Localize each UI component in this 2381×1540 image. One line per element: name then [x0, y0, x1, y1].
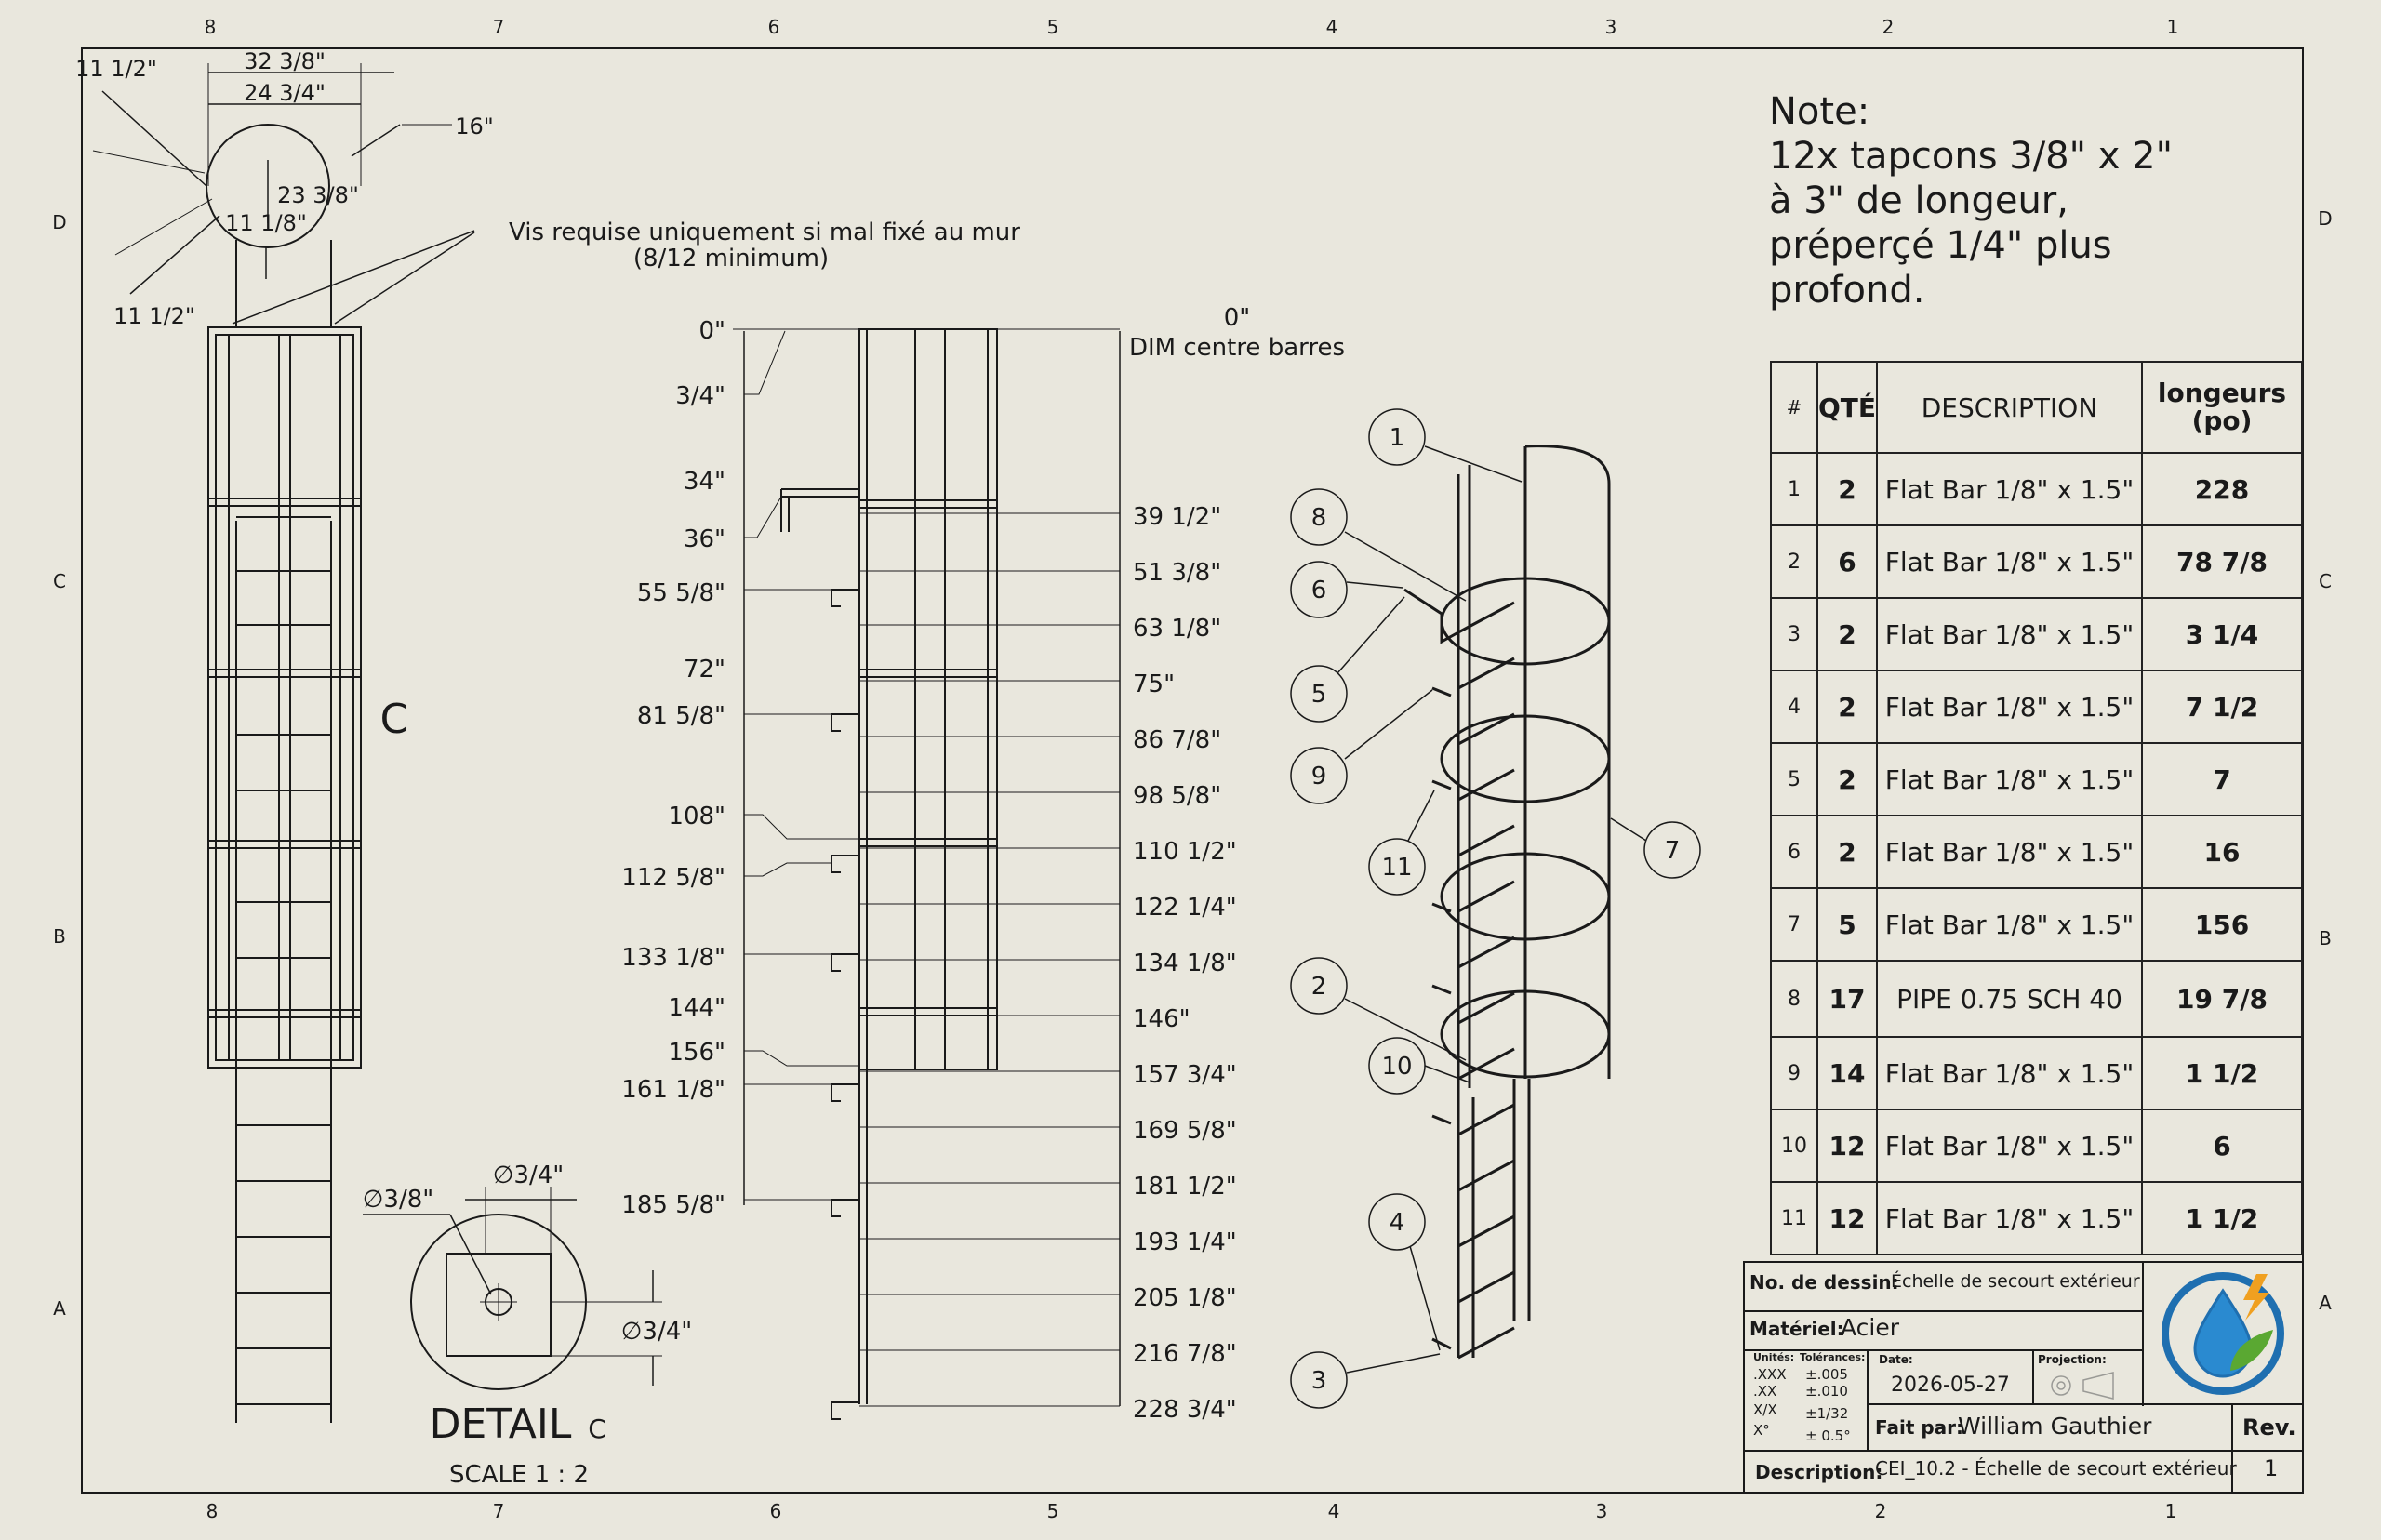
screw-note-line1: Vis requise uniquement si mal fixé au mur [509, 219, 1020, 246]
front-view [75, 48, 1020, 1423]
bom-cell-desc: Flat Bar 1/8" x 1.5" [1877, 1182, 2142, 1255]
dim-11-1-8: 11 1/8" [225, 210, 307, 236]
made-by-value: William Gauthier [1958, 1413, 2152, 1440]
svg-text:C: C [2319, 570, 2332, 592]
svg-text:75": 75" [1133, 670, 1176, 698]
tolerances-label: Tolérances: [1800, 1351, 1866, 1363]
bom-cell-qty: 5 [1817, 888, 1877, 961]
bom-cell-num: 9 [1771, 1037, 1817, 1109]
date-value: 2026-05-27 [1891, 1374, 2010, 1397]
note-line-2: 12x tapcons 3/8" x 2" [1769, 135, 2173, 178]
svg-text:6: 6 [767, 16, 780, 38]
bom-row [1771, 453, 2302, 525]
svg-text:3: 3 [1604, 16, 1617, 38]
bom-cell-desc: Flat Bar 1/8" x 1.5" [1877, 743, 2142, 816]
made-by-label: Fait par: [1875, 1416, 1964, 1439]
bom-cell-qty: 6 [1817, 525, 1877, 598]
bom-cell-qty: 2 [1817, 598, 1877, 670]
bom-cell-qty: 17 [1817, 961, 1877, 1037]
bom-cell-num: 2 [1771, 525, 1817, 598]
svg-text:228 3/4": 228 3/4" [1133, 1396, 1237, 1424]
note-line-4: préperçé 1/4" plus [1769, 224, 2112, 267]
bom-cell-len: 19 7/8 [2142, 961, 2302, 1037]
svg-text:10: 10 [1381, 1053, 1413, 1081]
svg-text:A: A [2319, 1292, 2332, 1314]
bom-cell-qty: 2 [1817, 743, 1877, 816]
svg-text:B: B [53, 925, 66, 948]
svg-text:D: D [2318, 207, 2333, 230]
title-block [1744, 1262, 2303, 1493]
dim-23-3-8: 23 3/8" [277, 182, 359, 208]
dim-dia-3-4-right: ∅3/4" [620, 1318, 693, 1346]
dim-11-1-2-top: 11 1/2" [75, 56, 157, 82]
bom-cell-desc: Flat Bar 1/8" x 1.5" [1877, 888, 2142, 961]
svg-text:3: 3 [1595, 1500, 1608, 1522]
bom-cell-num: 6 [1771, 816, 1817, 888]
note-line-1: Note: [1769, 90, 1870, 133]
unit-1: .XX [1753, 1383, 1777, 1400]
svg-text:108": 108" [668, 803, 725, 830]
svg-text:193 1/4": 193 1/4" [1133, 1228, 1237, 1256]
svg-text:72": 72" [683, 656, 725, 684]
svg-text:112 5/8": 112 5/8" [621, 864, 725, 892]
bom-cell-desc: Flat Bar 1/8" x 1.5" [1877, 816, 2142, 888]
bom-header-desc: DESCRIPTION [1877, 362, 2142, 453]
svg-text:11: 11 [1381, 854, 1413, 882]
units-label: Unités: [1753, 1351, 1795, 1363]
dim-16: 16" [455, 113, 494, 139]
svg-text:2: 2 [1882, 16, 1895, 38]
svg-text:98 5/8": 98 5/8" [1133, 782, 1222, 810]
svg-text:4: 4 [1389, 1209, 1405, 1237]
bom-body [1771, 453, 2302, 1255]
svg-text:63 1/8": 63 1/8" [1133, 615, 1222, 643]
bom-cell-qty: 2 [1817, 453, 1877, 525]
dim-dia-3-8: ∅3/8" [362, 1186, 434, 1214]
bom-header-num: # [1771, 362, 1817, 453]
bom-header-length-2: (po) [2191, 405, 2253, 436]
bom-header-row [1771, 362, 2302, 453]
bom-cell-desc: PIPE 0.75 SCH 40 [1877, 961, 2142, 1037]
side-view-standoffs [831, 590, 859, 1419]
svg-text:A: A [53, 1297, 66, 1320]
bom-cell-qty: 2 [1817, 670, 1877, 743]
bom-row [1771, 961, 2302, 1037]
bom-cell-num: 11 [1771, 1182, 1817, 1255]
svg-text:6: 6 [1310, 577, 1327, 604]
svg-text:0": 0" [698, 317, 725, 345]
bom-cell-qty: 2 [1817, 816, 1877, 888]
drawing-no-label: No. de dessin: [1749, 1271, 1899, 1294]
svg-text:2: 2 [1874, 1500, 1887, 1522]
svg-text:9: 9 [1310, 763, 1327, 790]
svg-text:2: 2 [1310, 973, 1327, 1001]
tol-3: ± 0.5° [1805, 1427, 1851, 1444]
bom-cell-num: 10 [1771, 1109, 1817, 1182]
material-value: Acier [1841, 1314, 1900, 1341]
rev-label: Rev. [2242, 1414, 2296, 1440]
svg-text:3/4": 3/4" [675, 382, 725, 410]
balloons [1291, 409, 1700, 1408]
svg-text:181 1/2": 181 1/2" [1133, 1173, 1237, 1201]
side-view [621, 304, 1345, 1424]
dim-dia-3-4-top: ∅3/4" [492, 1162, 565, 1189]
bom-cell-desc: Flat Bar 1/8" x 1.5" [1877, 1109, 2142, 1182]
svg-text:4: 4 [1325, 16, 1338, 38]
unit-2: X/X [1753, 1401, 1777, 1418]
tol-2: ±1/32 [1805, 1405, 1849, 1422]
svg-text:7: 7 [492, 1500, 505, 1522]
svg-text:51 3/8": 51 3/8" [1133, 559, 1222, 587]
svg-text:133 1/8": 133 1/8" [621, 944, 725, 972]
bom-cell-len: 3 1/4 [2142, 598, 2302, 670]
svg-text:C: C [53, 570, 66, 592]
date-label: Date: [1879, 1353, 1913, 1366]
side-view-left-dims [621, 317, 725, 1219]
svg-text:1: 1 [2166, 16, 2179, 38]
svg-text:7: 7 [492, 16, 505, 38]
bom-header-length [2142, 362, 2302, 453]
svg-text:39 1/2": 39 1/2" [1133, 503, 1222, 531]
bom-cell-num: 5 [1771, 743, 1817, 816]
tol-0: ±.005 [1805, 1366, 1848, 1383]
bom-cell-num: 7 [1771, 888, 1817, 961]
bom-row [1771, 1037, 2302, 1109]
svg-text:B: B [2319, 927, 2332, 949]
bom-cell-desc: Flat Bar 1/8" x 1.5" [1877, 1037, 2142, 1109]
svg-text:185 5/8": 185 5/8" [621, 1191, 725, 1219]
note-line-3: à 3" de longeur, [1769, 179, 2068, 222]
svg-text:86 7/8": 86 7/8" [1133, 726, 1222, 754]
drawing-no: Échelle de secourt extérieur [1891, 1271, 2140, 1292]
svg-text:5: 5 [1046, 16, 1059, 38]
dim-11-1-2-bottom: 11 1/2" [113, 303, 195, 329]
bom-row [1771, 670, 2302, 743]
note-line-5: profond. [1769, 269, 1925, 312]
balloon-numbers [1311, 424, 1681, 1395]
screw-note-line2: (8/12 minimum) [632, 245, 830, 272]
bom-cell-qty: 12 [1817, 1109, 1877, 1182]
bom-row [1771, 816, 2302, 888]
svg-text:34": 34" [683, 468, 725, 496]
detail-title-suffix: C [588, 1414, 606, 1444]
dim-centre-note: DIM centre barres [1128, 334, 1346, 362]
bom-cell-len: 6 [2142, 1109, 2302, 1182]
bom-row [1771, 743, 2302, 816]
bom-cell-num: 8 [1771, 961, 1817, 1037]
zone-labels-top [205, 16, 2179, 38]
rev-value: 1 [2264, 1455, 2279, 1481]
side-view-right-dims [1133, 503, 1237, 1424]
svg-text:1: 1 [1389, 424, 1405, 452]
bom-cell-len: 1 1/2 [2142, 1182, 2302, 1255]
svg-text:7: 7 [1664, 837, 1681, 865]
svg-text:156": 156" [668, 1039, 725, 1067]
bom-cell-len: 7 1/2 [2142, 670, 2302, 743]
svg-text:81 5/8": 81 5/8" [636, 702, 725, 730]
svg-text:134 1/8": 134 1/8" [1133, 949, 1237, 977]
unit-3: X° [1753, 1422, 1770, 1439]
bom-cell-qty: 12 [1817, 1182, 1877, 1255]
bom-cell-desc: Flat Bar 1/8" x 1.5" [1877, 525, 2142, 598]
svg-text:8: 8 [1310, 504, 1327, 532]
svg-text:161 1/8": 161 1/8" [621, 1076, 725, 1104]
dim-32-3-8: 32 3/8" [244, 48, 326, 74]
bom-row [1771, 1182, 2302, 1255]
bom-cell-len: 7 [2142, 743, 2302, 816]
material-label: Matériel: [1749, 1318, 1844, 1340]
bom-cell-qty: 14 [1817, 1037, 1877, 1109]
projection-label: Projection: [2038, 1353, 2107, 1366]
svg-text:8: 8 [206, 1500, 219, 1522]
bom-cell-num: 4 [1771, 670, 1817, 743]
bom-header-length-1: longeurs [2157, 378, 2287, 408]
bom-cell-len: 16 [2142, 816, 2302, 888]
bom-cell-desc: Flat Bar 1/8" x 1.5" [1877, 598, 2142, 670]
svg-text:205 1/8": 205 1/8" [1133, 1284, 1237, 1312]
bill-of-materials [1770, 361, 2303, 1255]
dim-24-3-4: 24 3/4" [244, 80, 326, 106]
svg-text:216 7/8": 216 7/8" [1133, 1340, 1237, 1368]
svg-text:D: D [52, 211, 67, 233]
svg-text:122 1/4": 122 1/4" [1133, 894, 1237, 922]
zone-labels-bottom [206, 1500, 2177, 1522]
svg-text:169 5/8": 169 5/8" [1133, 1117, 1237, 1145]
bom-cell-len: 78 7/8 [2142, 525, 2302, 598]
bom-row [1771, 888, 2302, 961]
detail-title: DETAIL [429, 1401, 572, 1448]
bom-cell-desc: Flat Bar 1/8" x 1.5" [1877, 453, 2142, 525]
svg-text:5: 5 [1310, 681, 1327, 709]
description-value: CEI_10.2 - Échelle de secourt extérieur [1875, 1457, 2237, 1480]
bom-row [1771, 525, 2302, 598]
svg-text:4: 4 [1327, 1500, 1340, 1522]
svg-text:6: 6 [769, 1500, 782, 1522]
bom-header-qty: QTÉ [1817, 362, 1877, 453]
svg-text:146": 146" [1133, 1005, 1190, 1033]
bom-cell-len: 228 [2142, 453, 2302, 525]
svg-text:157 3/4": 157 3/4" [1133, 1061, 1237, 1089]
unit-0: .XXX [1753, 1366, 1787, 1383]
bom-row [1771, 598, 2302, 670]
bom-cell-len: 156 [2142, 888, 2302, 961]
section-label-c: C [379, 696, 409, 743]
zero-ref: 0" [1223, 304, 1251, 332]
bom-cell-num: 3 [1771, 598, 1817, 670]
bom-cell-desc: Flat Bar 1/8" x 1.5" [1877, 670, 2142, 743]
svg-text:110 1/2": 110 1/2" [1133, 838, 1237, 866]
bom-cell-num: 1 [1771, 453, 1817, 525]
bom-row [1771, 1109, 2302, 1182]
svg-text:1: 1 [2164, 1500, 2177, 1522]
tol-1: ±.010 [1805, 1383, 1848, 1400]
svg-text:36": 36" [683, 525, 725, 553]
svg-text:55 5/8": 55 5/8" [636, 579, 725, 607]
svg-text:8: 8 [204, 16, 217, 38]
svg-text:144": 144" [668, 994, 725, 1022]
installation-note [1769, 89, 2173, 312]
description-label: Description: [1755, 1461, 1883, 1483]
svg-text:3: 3 [1310, 1367, 1327, 1395]
svg-text:5: 5 [1046, 1500, 1059, 1522]
detail-scale: SCALE 1 : 2 [449, 1461, 589, 1489]
bom-cell-len: 1 1/2 [2142, 1037, 2302, 1109]
